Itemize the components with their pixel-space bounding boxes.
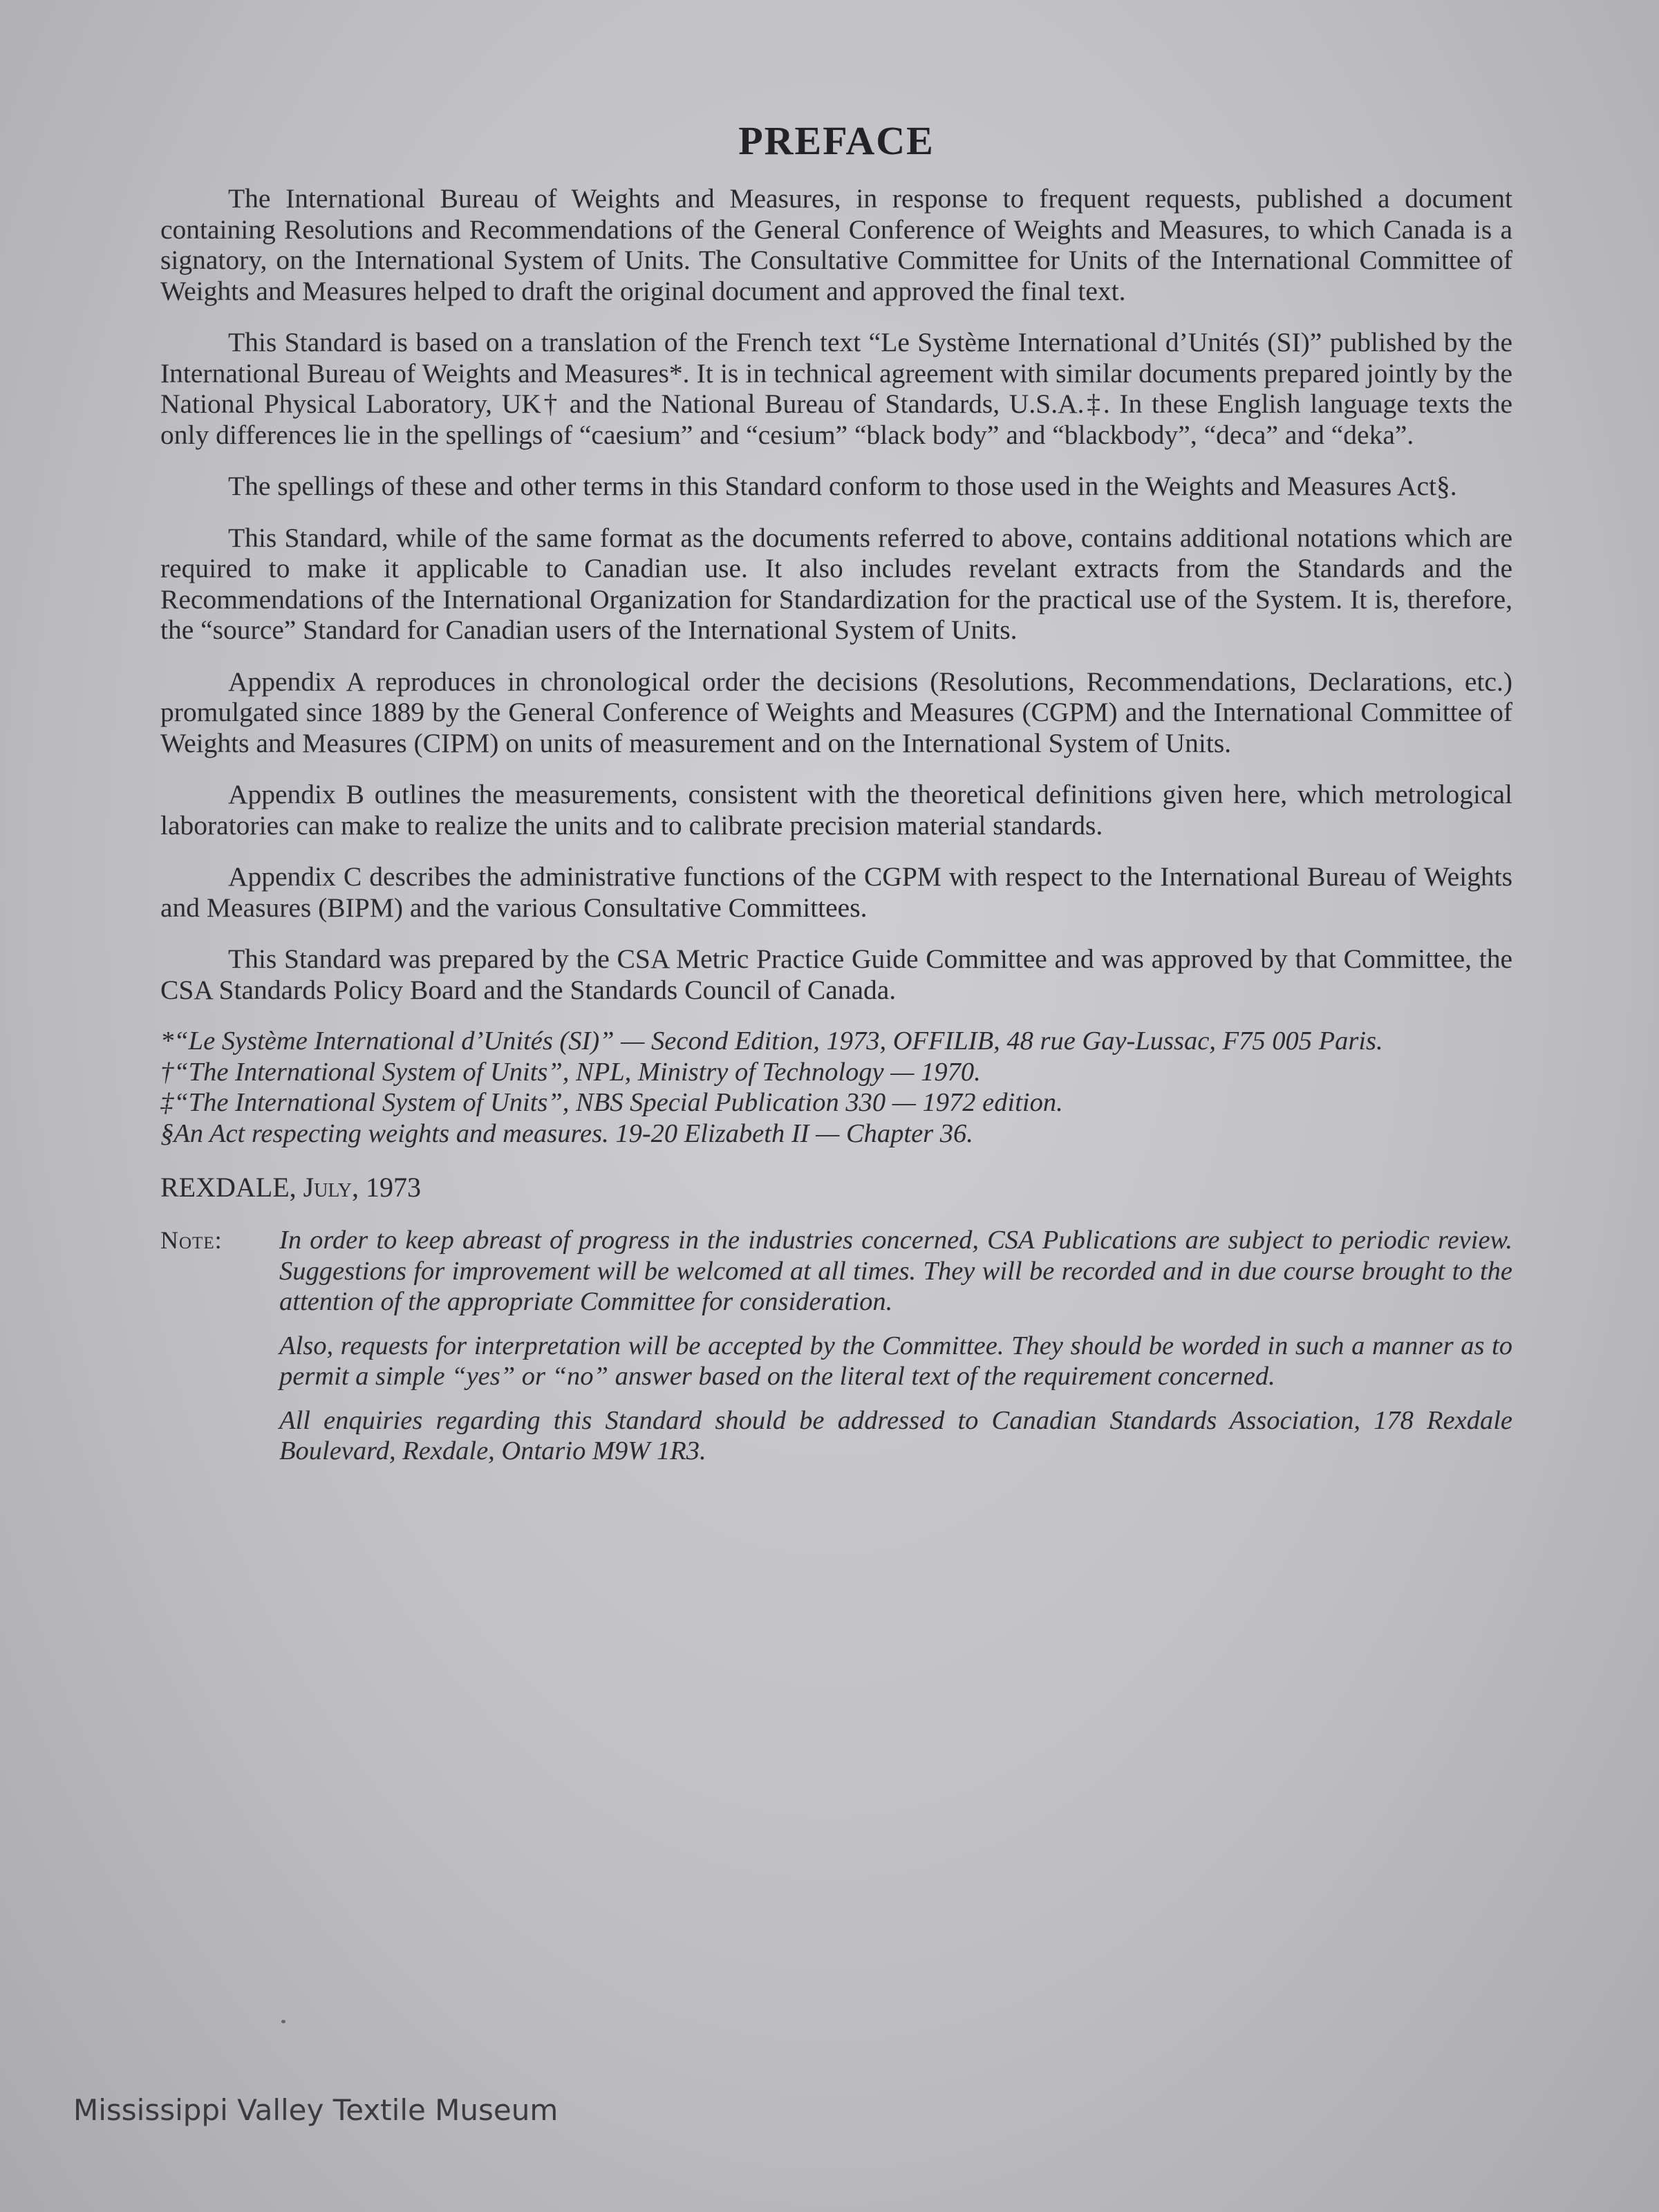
preface-paragraph: The International Bureau of Weights and Measures, in response to frequent requests, published a document containing Resolutions and Recommendations of the General Conference of Weights and Measures, to which Canada is a signatory, on the International System of Units. The Consultative Committee for Units of the International Committee of Weights and Measures helped to draft the original document and approved the final text.: [160, 183, 1512, 306]
preface-paragraph: This Standard was prepared by the CSA Metric Practice Guide Committee and was approved by that Committee, the CSA Standards Policy Board and the Standards Council of Canada.: [160, 944, 1512, 1005]
preface-paragraph: The spellings of these and other terms in this Standard conform to those used in the Weights and Measures Act§.: [228, 471, 1457, 501]
footnote: §An Act respecting weights and measures. 19-20 Elizabeth II — Chapter 36.: [160, 1118, 973, 1148]
note-block: [160, 1225, 1512, 1480]
note-paragraph: All enquiries regarding this Standard should be addressed to Canadian Standards Association, 178 Rexdale Boulevard, Rexdale, Ontario M9W 1R3.: [279, 1405, 1512, 1465]
dateline-place: REXDALE,: [160, 1172, 297, 1203]
note-paragraph: Also, requests for interpretation will be accepted by the Committee. They should be worded in such a manner as to permit a simple “yes” or “no” answer based on the literal text of the requirement concerned.: [279, 1331, 1512, 1391]
footnote: *“Le Système International d’Unités (SI)” — Second Edition, 1973, OFFILIB, 48 rue Gay-Lussac, F75 005 Paris.: [160, 1027, 1383, 1056]
footnote: ‡“The International System of Units”, NBS Special Publication 330 — 1972 edition.: [160, 1088, 1063, 1117]
paper-speck: [281, 2020, 285, 2023]
page-title: PREFACE: [738, 118, 935, 163]
dateline: [160, 1172, 1512, 1203]
dateline-month: July,: [303, 1172, 359, 1203]
footnotes: [160, 1026, 1512, 1149]
note-label: Note:: [160, 1226, 223, 1254]
preface-paragraph: Appendix B outlines the measurements, consistent with the theoretical definitions given here, which metrological laboratories can make to realize the units and to calibrate precision material standards.: [160, 779, 1512, 841]
note-paragraph: In order to keep abreast of progress in the industries concerned, CSA Publications are subject to periodic review. Suggestions for improvement will be welcomed at all times. They will be recorded and in due course brought to the attention of the appropriate Committee for consideration.: [279, 1226, 1512, 1316]
watermark: Mississippi Valley Textile Museum: [73, 2093, 559, 2127]
dateline-year: 1973: [365, 1172, 421, 1203]
preface-content: [160, 118, 1512, 1480]
preface-paragraph: Appendix C describes the administrative functions of the CGPM with respect to the International Bureau of Weights and Measures (BIPM) and the various Consultative Committees.: [160, 861, 1512, 923]
preface-paragraph: This Standard, while of the same format as the documents referred to above, contains additional notations which are required to make it applicable to Canadian use. It also includes revelant extracts from the Standards and the Recommendations of the International Organization for Standardization for the practical use of the System. It is, therefore, the “source” Standard for Canadian users of the International System of Units.: [160, 522, 1512, 645]
preface-paragraph: This Standard is based on a translation of the French text “Le Système International d’Unités (SI)” published by the International Bureau of Weights and Measures*. It is in technical agreement with similar documents prepared jointly by the National Physical Laboratory, UK† and the National Bureau of Standards, U.S.A.‡. In these English language texts the only differences lie in the spellings of “caesium” and “cesium” “black body” and “blackbody”, “deca” and “deka”.: [160, 327, 1512, 450]
note-body: [279, 1225, 1512, 1480]
preface-paragraph: Appendix A reproduces in chronological order the decisions (Resolutions, Recommendations, Declarations, etc.) promulgated since 1889 by the General Conference of Weights and Measures (CGPM) and the International Committee of Weights and Measures (CIPM) on units of measurement and on the International System of Units.: [160, 666, 1512, 758]
footnote: †“The International System of Units”, NPL, Ministry of Technology — 1970.: [160, 1057, 981, 1087]
